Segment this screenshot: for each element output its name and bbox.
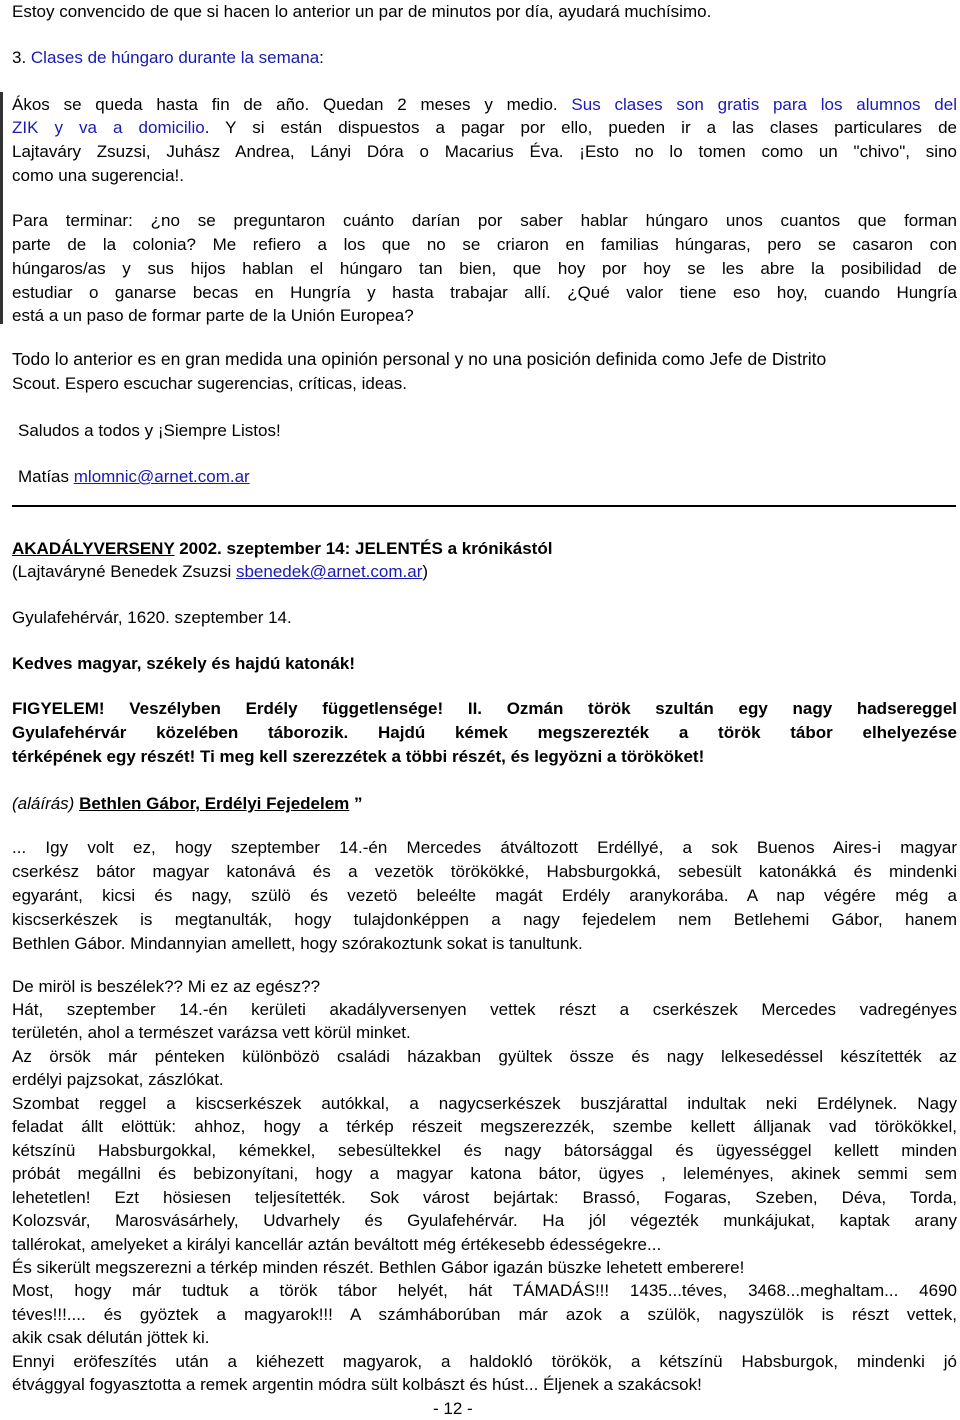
paragraph-closing-remark: Estoy convencido de que si hacen lo anterior un par de minutos por día, ayudará muchísimo.: [12, 2, 712, 21]
proclamation-signature: [12, 792, 363, 815]
place-and-date: Gyulafehérvár, 1620. szeptember 14.: [12, 608, 292, 627]
rep-line: étvággyal fogyasztotta a remek argentin módra sült kolbászt és húst... Éljenek a szakácsok!: [12, 1375, 702, 1395]
closing-line-1: Para terminar: ¿no se preguntaron cuánto darían por saber hablar húngaro unos cuantos que forman: [12, 211, 957, 230]
report-title-rest: 2002. szeptember 14: JELENTÉS a krónikástól: [174, 539, 553, 558]
classes-line-3: Lajtaváry Zsuzsi, Juhász Andrea, Lányi Dóra o Macarius Éva. ¡Esto no lo tomen como un "chivo", sino: [12, 142, 957, 161]
closing-line-5: está a un paso de formar parte de la Unión Europea?: [12, 306, 414, 325]
warning-line-1: FIGYELEM! Veszélyben Erdély függetlensége! II. Ozmán török szultán egy nagy hadsereggel: [12, 699, 957, 718]
warning-line-3: térképének egy részét! Ti meg kell szerezzétek a többi részét, és legyözni a törököket!: [12, 747, 705, 766]
closing-line-4: estudiar o ganarse becas en Hungría y hasta trabajar allí. ¿Qué valor tiene eso hoy, cuando Hungría: [12, 283, 957, 302]
rep-line: feladat állt elöttük: ahhoz, hogy a térkép részeit megszerezzék, szembe kellett álljanak vad törökökkel,: [12, 1117, 957, 1137]
section-number: 3.: [12, 48, 31, 67]
section-heading-hungarian-classes: [12, 46, 324, 69]
rep-line: Hát, szeptember 14.-én kerületi akadályversenyen vettek részt a cserkészek Mercedes vadregényes: [12, 1000, 957, 1019]
author-email-link[interactable]: mlomnic@arnet.com.ar: [73, 467, 250, 486]
page-number: - 12 -: [433, 1399, 473, 1418]
report-title: [12, 537, 552, 560]
signature-label: (aláírás): [12, 794, 80, 813]
story-line: Bethlen Gábor. Mindannyian amellett, hogy szórakoztunk sokat is tanultunk.: [12, 934, 583, 953]
report-author-name: (Lajtaváryné Benedek Zsuzsi: [12, 562, 236, 581]
rep-line: Az örsök már pénteken különbözö családi házakban gyültek össze és nagy lelkesedéssel készítették az: [12, 1046, 957, 1066]
classes-text: Ákos se queda hasta fin de año. Quedan 2 meses y medio.: [12, 95, 572, 114]
signatory: Bethlen Gábor, Erdélyi Fejedelem: [79, 794, 350, 813]
rep-line: tallérokat, amelyeket a királyi kancellár aztán beváltott még értékesebb édességekre...: [12, 1234, 662, 1254]
rep-line: kétszínü Habsburgokkal, kémekkel, sebesültekkel és nagy bátorsággal és ügyességgel kellett minden: [12, 1140, 957, 1160]
greeting: Kedves magyar, székely és hajdú katonák!: [12, 654, 356, 673]
section-title: Clases de húngaro durante la semana: [30, 48, 320, 67]
classes-highlight: Sus clases son gratis para los alumnos del: [571, 95, 957, 114]
closing-line-3: húngaros/as y sus hijos hablan el húngaro tan bien, que hoy por hoy se les abre la posibilidad de: [12, 259, 957, 278]
rep-line: lehetetlen! Ezt hösiesen teljesítették. Sok várost bejártak: Brassó, Fogaras, Szeben, Déva, Torda,: [12, 1187, 957, 1207]
closing-quote: ”: [349, 794, 363, 813]
classes-line-4: como una sugerencia!.: [12, 166, 184, 185]
story-line: ... Igy volt ez, hogy szeptember 14.-én Mercedes átváltozott Erdéllyé, a sok Buenos Aires-i magyar: [12, 838, 957, 857]
report-title-main: AKADÁLYVERSENY: [12, 539, 175, 558]
section-colon: :: [319, 48, 324, 67]
section-divider: [12, 505, 956, 507]
rep-line: akik csak délután jöttek ki.: [12, 1328, 210, 1348]
rep-line: És sikerült megszerezni a térkép minden részét. Bethlen Gábor igazán büszke lehetett emberere!: [12, 1257, 745, 1277]
change-bar: [0, 92, 3, 324]
story-line: kiscserkészek is megtanulták, hogy tulajdonképpen a nagy fejedelem nem Betlehemi Gábor, hanem: [12, 910, 957, 929]
author-name: Matías: [18, 467, 74, 486]
opinion-line-2: Scout. Espero escuchar sugerencias, críticas, ideas.: [12, 374, 407, 393]
report-author-paren: ): [422, 562, 429, 581]
classes-text: . Y si están dispuestos a pagar por ello, pueden ir a las clases particulares de: [204, 118, 957, 137]
rep-line: Kolozsvár, Marosvásárhely, Udvarhely és Gyulafehérvár. Ha jól végezték munkájukat, kaptak arany: [12, 1211, 957, 1231]
rep-line: téves!!!.... és gyöztek a magyarok!!! A számháborúban már azok a szülök, nagyszülök is részt vettek,: [12, 1304, 957, 1324]
signature: [18, 465, 250, 488]
rep-line: Most, hogy már tudtuk a török tábor helyét, hát TÁMADÁS!!! 1435...téves, 3468...meghaltam... 4690: [12, 1281, 957, 1301]
rep-line: próbát megállni és bebizonyítani, hogy a magyar katona bátor, ügyes , leleményes, akinek semmi sem: [12, 1164, 957, 1184]
warning-line-2: Gyulafehérvár közelében táborozik. Hajdú kémek megszerezték a török tábor elhelyezése: [12, 723, 957, 742]
report-author: [12, 560, 428, 583]
rep-line: Szombat reggel a kiscserkészek autókkal, a nagycserkészek buszjárattal indultak neki Erdélynek. Nagy: [12, 1093, 957, 1113]
report-author-email-link[interactable]: sbenedek@arnet.com.ar: [235, 562, 423, 581]
rep-line: Ennyi eröfeszítés után a kiéhezett magyarok, a haldokló törökök, a kétszínü Habsburgok, mindenki jó: [12, 1351, 957, 1371]
classes-highlight: ZIK y va a domicilio: [12, 118, 205, 137]
question-line: De miröl is beszélek?? Mi ez az egész??: [12, 977, 321, 996]
closing-line-2: parte de la colonia? Me refiero a los que no se criaron en familias húngaras, pero se casaron con: [12, 235, 957, 254]
opinion-line-1: Todo lo anterior es en gran medida una opinión personal y no una posición definida como Jefe de Distrito: [12, 349, 827, 369]
rep-line: területén, ahol a természet varázsa vett körül minket.: [12, 1023, 411, 1043]
rep-line: erdélyi pajzsokat, zászlókat.: [12, 1070, 224, 1090]
story-line: cserkész bátor magyar katonává és a vezetök törökökké, Habsburgokká, sebesült katonákká és mindenki: [12, 862, 957, 881]
farewell: Saludos a todos y ¡Siempre Listos!: [18, 421, 281, 440]
story-line: egyaránt, kicsi és nagy, szülö és vezetö beleélte magát Erdély aranykorába. A nap végére még a: [12, 886, 957, 905]
